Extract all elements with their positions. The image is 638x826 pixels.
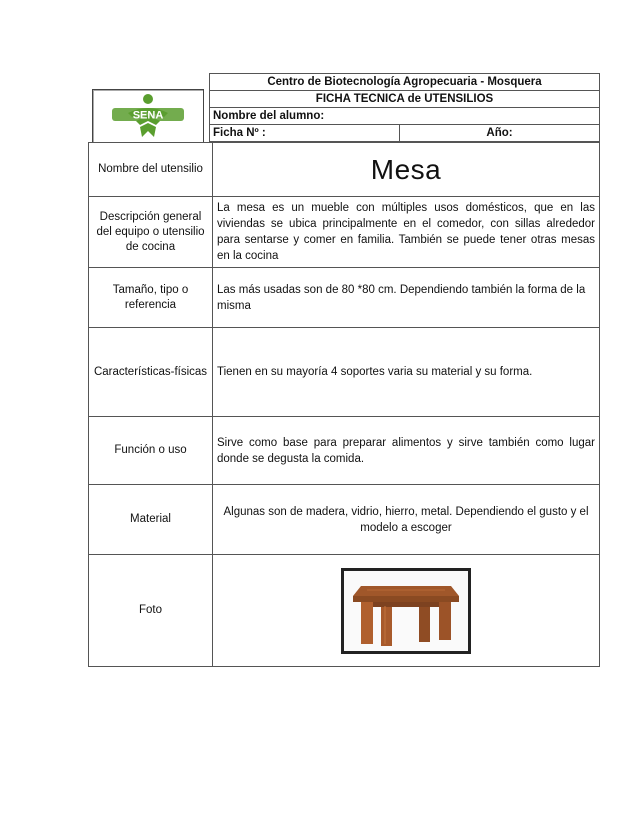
student-name-field[interactable]: Nombre del alumno:: [210, 108, 600, 125]
row-features: [89, 328, 600, 417]
utensil-form-table: [88, 142, 600, 667]
description-label: Descripción general del equipo o utensilio de cocina: [89, 197, 213, 268]
photo-wrap: [217, 568, 595, 654]
sena-logo-text: SENA: [132, 109, 164, 122]
features-label: Características-físicas: [89, 328, 213, 417]
row-use: [89, 417, 600, 485]
sheet-number-field[interactable]: Ficha Nº :: [210, 125, 400, 142]
material-label: Material: [89, 485, 213, 555]
photo-cell: [213, 555, 600, 667]
utensil-name-value: Mesa: [213, 143, 600, 197]
institution-name: Centro de Biotecnología Agropecuaria - Mosquera: [210, 74, 600, 91]
description-value: La mesa es un mueble con múltiples usos domésticos, que en las viviendas se ubica principalmente en el comedor, con sillas alrededor para sentarse y comer en familia. También se puede tener otras mesas en la cocina: [213, 197, 600, 268]
name-label: Nombre del utensilio: [89, 143, 213, 197]
row-size: [89, 268, 600, 328]
row-name: [89, 143, 600, 197]
size-value: Las más usadas son de 80 *80 cm. Dependiendo también la forma de la misma: [213, 268, 600, 328]
row-material: [89, 485, 600, 555]
material-value: Algunas son de madera, vidrio, hierro, metal. Dependiendo el gusto y el modelo a escoger: [213, 485, 600, 555]
year-field[interactable]: Año:: [400, 125, 600, 142]
form-title: FICHA TECNICA de UTENSILIOS: [210, 91, 600, 108]
features-value: Tienen en su mayoría 4 soportes varia su material y su forma.: [213, 328, 600, 417]
size-label: Tamaño, tipo o referencia: [89, 268, 213, 328]
use-value: Sirve como base para preparar alimentos y sirve también como lugar donde se degusta la comida.: [213, 417, 600, 485]
header-table: [209, 73, 600, 142]
row-photo: [89, 555, 600, 667]
sena-logo-icon: [98, 91, 198, 141]
use-label: Función o uso: [89, 417, 213, 485]
wooden-table-image: [347, 574, 465, 648]
sena-logo-box: [92, 89, 204, 143]
photo-frame: [341, 568, 471, 654]
photo-label: Foto: [89, 555, 213, 667]
row-description: [89, 197, 600, 268]
